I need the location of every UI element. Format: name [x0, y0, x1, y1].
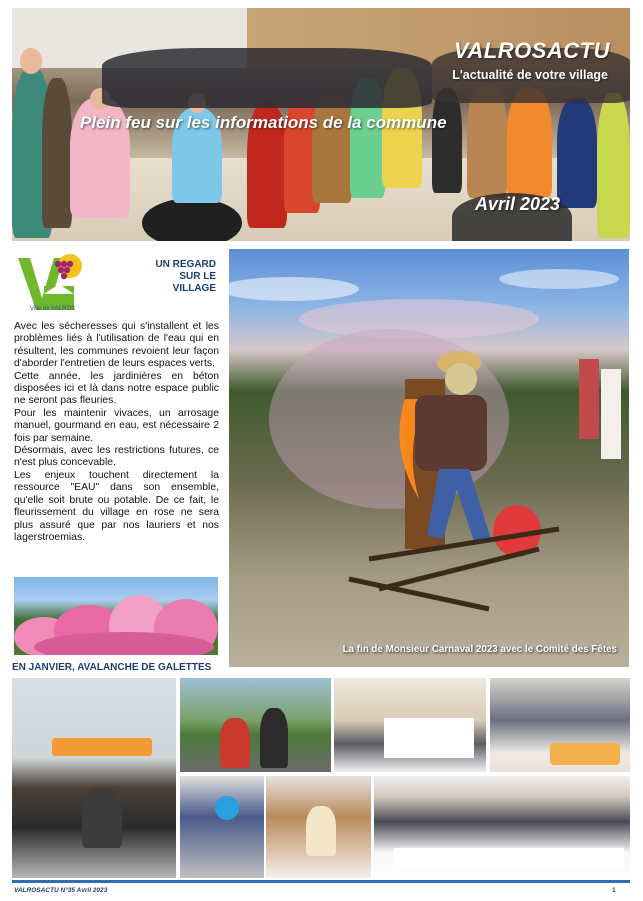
- heading-line: VILLAGE: [172, 283, 216, 294]
- heading-line: UN REGARD: [155, 259, 216, 270]
- galettes-photo-2: [180, 678, 331, 772]
- section-heading-regard: [120, 259, 216, 295]
- galettes-photo-5: [180, 776, 264, 878]
- masthead-title: VALROSACTU: [453, 38, 610, 63]
- carnaval-photo: [229, 249, 629, 667]
- galettes-photo-4: [490, 678, 630, 772]
- logo-caption: Ville de VALROS: [30, 306, 76, 312]
- masthead-tagline: Plein feu sur les informations de la commune: [80, 113, 447, 132]
- oleander-photo: [14, 577, 218, 655]
- footer-issue: VALROSACTU N°35 Avril 2023: [14, 887, 108, 894]
- carnaval-caption: La fin de Monsieur Carnaval 2023 avec le Comité des Fêtes: [342, 644, 617, 655]
- article-paragraph: Avec les sécheresses qui s'installent et les problèmes liés à l'utilisation de l'eau qui en résultent, les communes revoient leur façon d'aborder l'entretien de leurs espaces verts.: [14, 321, 219, 370]
- footer-rule: [12, 880, 630, 883]
- hero-photo: [12, 8, 630, 241]
- village-logo: [14, 254, 86, 314]
- galettes-photo-7: [374, 776, 630, 878]
- galettes-heading: EN JANVIER, AVALANCHE DE GALETTES: [12, 662, 212, 673]
- issue-date: Avril 2023: [474, 194, 560, 214]
- article-paragraph: Pour les maintenir vivaces, un arrosage manuel, gourmand en eau, est nécessaire 2 fois par semaine.: [14, 407, 219, 444]
- galettes-photo-6: [266, 776, 371, 878]
- masthead-subtitle: L'actualité de votre village: [452, 68, 608, 82]
- galettes-photo-1: [12, 678, 176, 878]
- galettes-photo-3: [334, 678, 486, 772]
- article-paragraph: Désormais, avec les restrictions futures, ce n'est plus concevable.: [14, 445, 219, 469]
- article-paragraph: Cette année, les jardinières en béton disposées ici et là dans notre espace public ne seront pas fleuries.: [14, 370, 219, 407]
- article-body: [14, 321, 219, 544]
- article-paragraph: Les enjeux touchent directement la ressource "EAU" dans son ensemble, qu'elle soit brute ou potable. De ce fait, le fleurissement du village en rose ne sera plus assuré que par nos lauriers et nos lagerstroemias.: [14, 469, 219, 543]
- page-number: 1: [612, 887, 616, 894]
- heading-line: SUR LE: [179, 271, 216, 282]
